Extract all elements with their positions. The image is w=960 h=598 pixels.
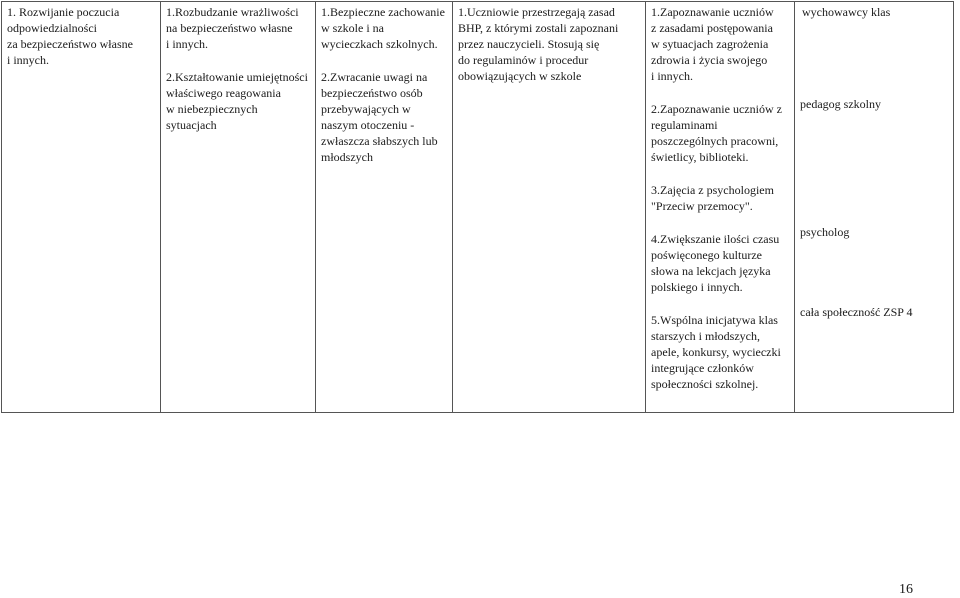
method-item-1: 1.Zapoznawanie uczniów z zasadami postępowania w sytuacjach zagrożenia zdrowia i życia swojego i innych. (651, 5, 774, 83)
task-item-1: 1.Bezpieczne zachowanie w szkole i na wycieczkach szkolnych. (321, 5, 445, 51)
tasks-cell (316, 2, 453, 413)
aim-item-1: 1.Rozbudzanie wrażliwości na bezpieczeństwo własne i innych. (166, 5, 299, 51)
aim-item-2: 2.Kształtowanie umiejętności właściwego reagowania w niebezpiecznych sytuacjach (166, 70, 308, 132)
outcome-text: 1.Uczniowie przestrzegają zasad BHP, z którymi zostali zapoznani przez nauczycieli. Stosują się do regulaminów i procedur obowiązujących w szkole (458, 5, 619, 83)
table-row (2, 2, 954, 413)
task-item-2: 2.Zwracanie uwagi na bezpieczeństwo osób przebywających w naszym otoczeniu - zwłaszcza słabszych lub młodszych (321, 70, 438, 164)
goal-text: 1. Rozwijanie poczucia odpowiedzialności za bezpieczeństwo własne i innych. (7, 5, 133, 67)
method-item-5: 5.Wspólna inicjatywa klas starszych i młodszych, apele, konkursy, wycieczki integrujące członków społeczności szkolnej. (651, 313, 781, 391)
goal-cell (2, 2, 161, 413)
outcomes-cell (453, 2, 646, 413)
methods-cell (646, 2, 795, 413)
responsible-item-3: psycholog (800, 225, 850, 239)
responsible-item-1: wychowawcy klas (802, 5, 891, 19)
method-item-3: 3.Zajęcia z psychologiem "Przeciw przemocy". (651, 183, 774, 213)
method-item-4: 4.Zwiększanie ilości czasu poświęconego kulturze słowa na lekcjach języka polskiego i innych. (651, 232, 780, 294)
responsible-item-2: pedagog szkolny (800, 97, 881, 111)
plan-table (1, 1, 954, 413)
responsible-item-4: cała społeczność ZSP 4 (800, 305, 913, 319)
page-number: 16 (899, 582, 913, 597)
aims-cell (161, 2, 316, 413)
method-item-2: 2.Zapoznawanie uczniów z regulaminami poszczególnych pracowni, świetlicy, biblioteki. (651, 102, 782, 164)
responsible-cell (795, 2, 954, 413)
